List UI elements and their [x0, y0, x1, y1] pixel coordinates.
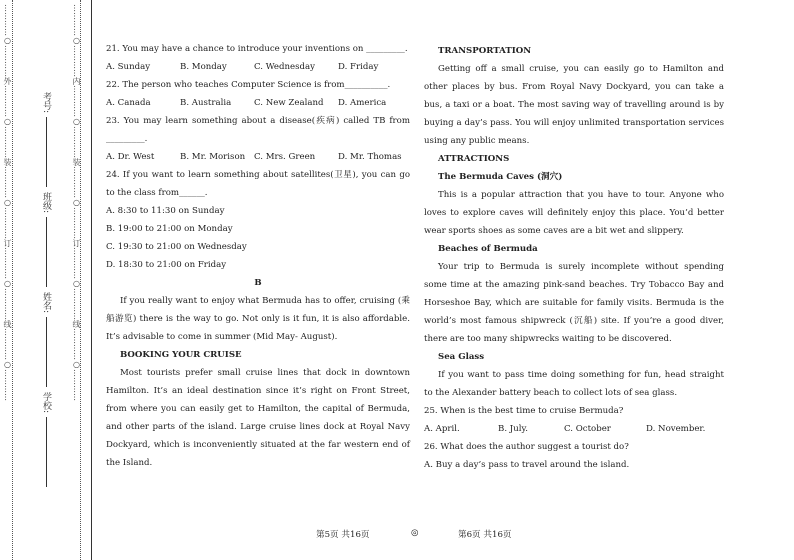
seal-text-outer: …………○…………外…………○…………装…………○…………订…………○…………线…………○…………	[3, 4, 12, 401]
caves-heading: The Bermuda Caves (洞穴)	[438, 172, 563, 182]
question-26-option-a: A. Buy a day’s pass to travel around the island.	[424, 460, 630, 470]
option: C. Mrs. Green	[254, 152, 316, 162]
class-field	[40, 192, 53, 287]
question-26: 26. What does the author suggest a tourist do?	[424, 442, 629, 452]
transport-heading: TRANSPORTATION	[438, 46, 532, 56]
option: C. New Zealand	[254, 98, 324, 108]
seal-text-inner: …………○…………内…………○…………装…………○…………订…………○…………线…………○…………	[72, 4, 81, 401]
option: D. November.	[646, 424, 706, 434]
beaches-heading: Beaches of Bermuda	[438, 244, 538, 254]
question-23-options	[106, 148, 410, 166]
option: A. Canada	[106, 98, 151, 108]
section-b-heading: B	[254, 278, 262, 288]
class-label: 班级:	[41, 192, 51, 214]
question-24-option-c: C. 19:30 to 21:00 on Wednesday	[106, 242, 247, 252]
question-24: 24. If you want to learn something about satellites(卫星), you can go to the class from______.	[106, 170, 410, 198]
question-25: 25. When is the best time to cruise Bermuda?	[424, 406, 624, 416]
margin-border	[91, 0, 92, 560]
option: C. October	[564, 424, 611, 434]
page-number-right: 第6页 共16页	[458, 530, 512, 540]
binding-margin	[0, 0, 92, 560]
question-25-options	[424, 420, 724, 438]
option: B. Monday	[180, 62, 227, 72]
question-21: 21. You may have a chance to introduce your inventions on _________.	[106, 44, 408, 54]
seal-line-outer	[12, 0, 13, 560]
center-mark: ◎	[411, 528, 419, 538]
school-label: 学校:	[41, 392, 51, 414]
booking-heading: BOOKING YOUR CRUISE	[120, 350, 242, 360]
page-number-left: 第5页 共16页	[316, 530, 370, 540]
school-field	[40, 392, 53, 487]
option: D. America	[338, 98, 387, 108]
question-22-options	[106, 94, 410, 112]
question-22: 22. The person who teaches Computer Science is from__________.	[106, 80, 391, 90]
glass-paragraph: If you want to pass time doing something for fun, head straight to the Alexander battery beach to collect lots of sea glass.	[424, 370, 724, 398]
caves-paragraph: This is a popular attraction that you have to tour. Anyone who loves to explore caves will definitely enjoy this place. You’d better wear sports shoes as some caves are a bit wet and slippery.	[424, 190, 724, 236]
glass-heading: Sea Glass	[438, 352, 485, 362]
option: A. Sunday	[106, 62, 151, 72]
intro-paragraph: If you really want to enjoy what Bermuda has to offer, cruising (乘船游览) there is the way to go. Not only is it fun, it is also affordable. It’s advisable to come in summer (Mid May- August).	[106, 296, 410, 342]
beaches-paragraph: Your trip to Bermuda is surely incomplete without spending some time at the amazing pink-sand beaches. Try Tobacco Bay and Horseshoe Bay, which are suitable for family visits. Bermuda is the world’s most famous shipwreck (沉船) site. If you’re a good diver, there are too many shipwrecks waiting to be discovered.	[424, 262, 724, 344]
option: A. Dr. West	[106, 152, 155, 162]
question-24-option-d: D. 18:30 to 21:00 on Friday	[106, 260, 227, 270]
option: C. Wednesday	[254, 62, 315, 72]
transport-paragraph: Getting off a small cruise, you can easily go to Hamilton and other places by bus. From Royal Navy Dockyard, you can take a bus, a taxi or a boat. The most saving way of travelling around is by buying a day’s pass. You will enjoy unlimited transportation services using any public means.	[424, 64, 724, 146]
attractions-heading: ATTRACTIONS	[438, 154, 510, 164]
right-column	[424, 42, 724, 474]
question-24-option-a: A. 8:30 to 11:30 on Sunday	[106, 206, 225, 216]
option: B. July.	[498, 424, 528, 434]
option: D. Friday	[338, 62, 379, 72]
id-label: 考号:	[41, 92, 51, 114]
id-field	[40, 92, 53, 187]
question-24-option-b: B. 19:00 to 21:00 on Monday	[106, 224, 233, 234]
question-23: 23. You may learn something about a disease(疾病) called TB from _________.	[106, 116, 410, 144]
booking-paragraph: Most tourists prefer small cruise lines that dock in downtown Hamilton. It’s an ideal destination since it’s right on Front Street, from where you can easily get to Hamilton, the capital of Bermuda, and other parts of the island. Large cruise lines dock at Royal Navy Dockyard, which is inconveniently situated at the far western end of the Island.	[106, 368, 410, 468]
option: A. April.	[424, 424, 460, 434]
left-column	[106, 40, 410, 472]
option: B. Mr. Morison	[180, 152, 246, 162]
name-field	[40, 292, 53, 387]
option: B. Australia	[180, 98, 232, 108]
name-label: 姓名:	[41, 292, 51, 314]
option: D. Mr. Thomas	[338, 152, 402, 162]
question-21-options	[106, 58, 410, 76]
